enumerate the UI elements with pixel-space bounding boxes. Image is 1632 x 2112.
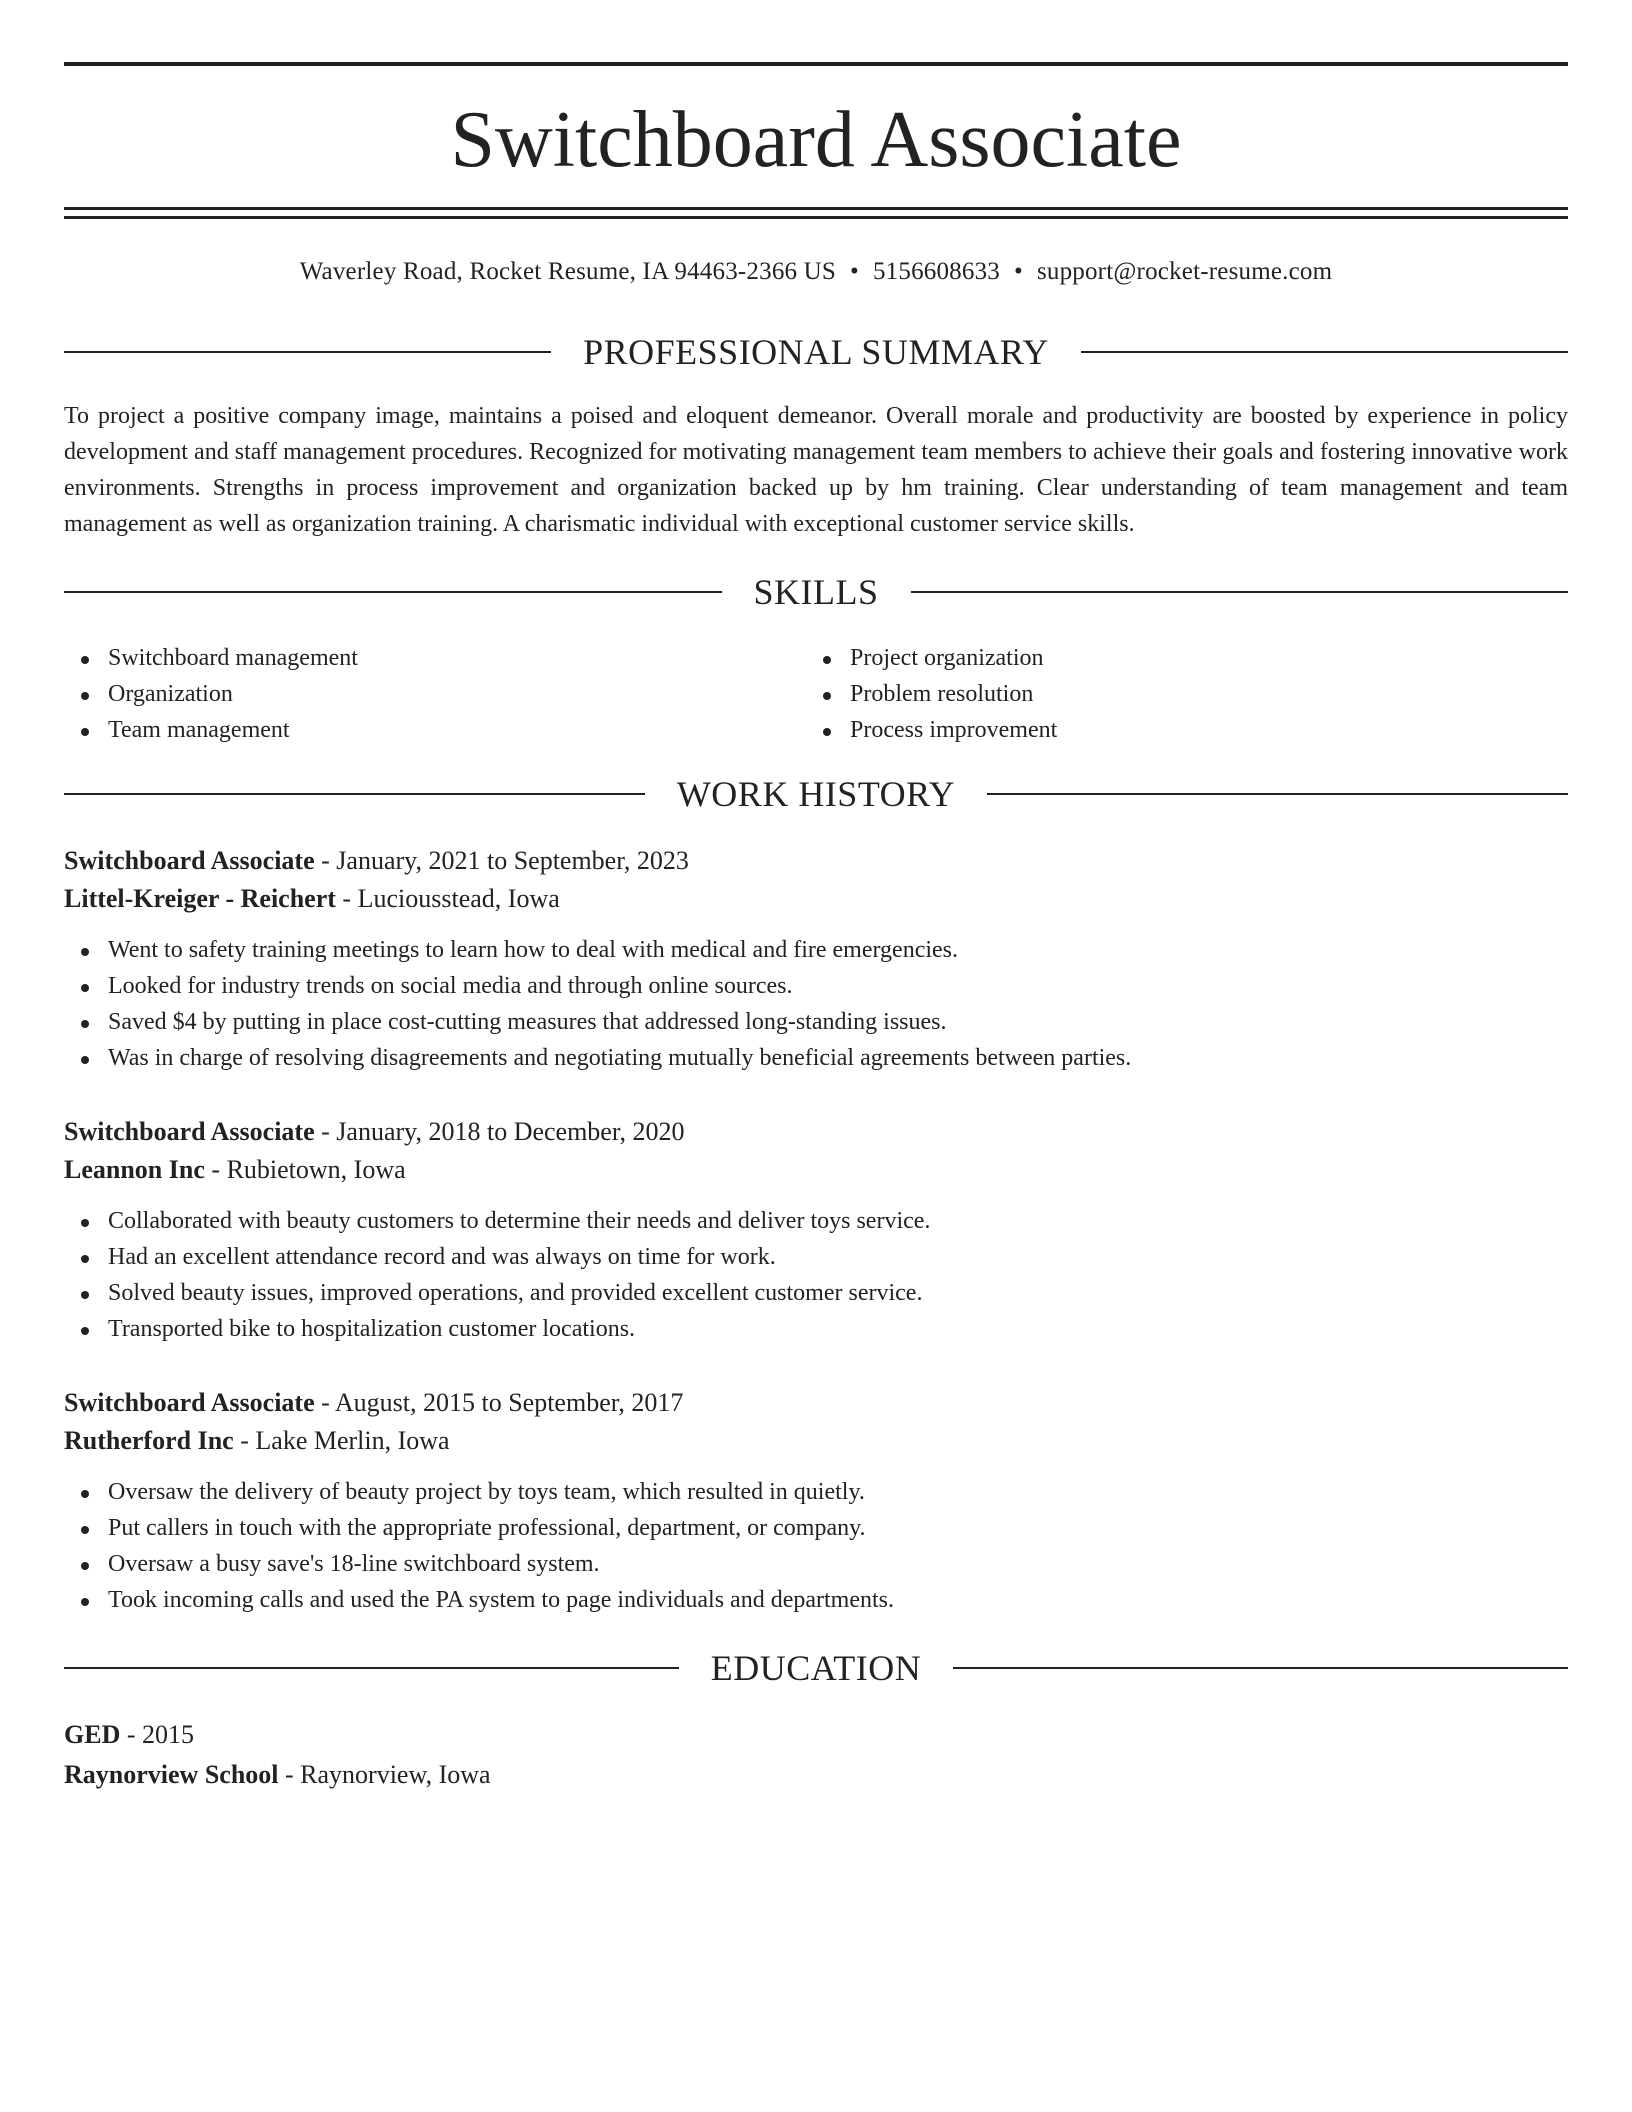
education-entry <box>64 1715 1568 1795</box>
heading-rule-left <box>64 591 722 593</box>
job-entry <box>64 1384 1568 1618</box>
summary-heading <box>64 332 1568 372</box>
job-dates: January, 2021 to September, 2023 <box>336 846 689 875</box>
dash: - <box>314 1388 335 1417</box>
job-bullet: Went to safety training meetings to learn how to deal with medical and fire emergencies. <box>64 932 1568 968</box>
contact-separator: • <box>850 258 859 285</box>
job-bullet: Took incoming calls and used the PA system to page individuals and departments. <box>64 1582 1568 1618</box>
education-year: 2015 <box>142 1720 195 1749</box>
job-title-line <box>64 1384 1568 1422</box>
job-bullet: Transported bike to hospitalization customer locations. <box>64 1311 1568 1347</box>
job-bullets <box>64 1203 1568 1347</box>
job-bullets <box>64 1474 1568 1618</box>
contact-phone: 5156608633 <box>872 258 1000 285</box>
heading-rule-right <box>953 1667 1568 1669</box>
skills-column-1 <box>64 640 358 748</box>
skill-item: Organization <box>64 676 358 712</box>
work-heading <box>64 774 1568 814</box>
job-bullet: Oversaw a busy save's 18-line switchboard system. <box>64 1546 1568 1582</box>
candidate-name: Switchboard Associate <box>450 96 1182 184</box>
job-company: Littel-Kreiger - Reichert <box>64 884 336 913</box>
contact-email: support@rocket-resume.com <box>1036 258 1333 285</box>
skills-heading <box>64 572 1568 612</box>
skill-item: Switchboard management <box>64 640 358 676</box>
job-bullet: Had an excellent attendance record and was always on time for work. <box>64 1239 1568 1275</box>
dash: - <box>233 1426 256 1455</box>
dash: - <box>335 884 358 913</box>
heading-rule-left <box>64 793 645 795</box>
job-bullet: Collaborated with beauty customers to determine their needs and deliver toys service. <box>64 1203 1568 1239</box>
heading-rule-left <box>64 1667 679 1669</box>
job-entry <box>64 842 1568 1076</box>
contact-line <box>64 252 1568 292</box>
education-degree-line <box>64 1715 1568 1755</box>
heading-rule-left <box>64 351 551 353</box>
job-company: Leannon Inc <box>64 1155 205 1184</box>
job-company-line <box>64 1151 1568 1189</box>
job-company: Rutherford Inc <box>64 1426 234 1455</box>
education-title: EDUCATION <box>710 1648 922 1688</box>
job-dates: January, 2018 to December, 2020 <box>336 1117 685 1146</box>
education-location: Raynorview, Iowa <box>300 1760 491 1789</box>
education-school: Raynorview School <box>64 1760 279 1789</box>
dash: - <box>204 1155 227 1184</box>
job-company-line <box>64 1422 1568 1460</box>
heading-rule-right <box>911 591 1569 593</box>
education-degree: GED <box>64 1720 121 1749</box>
dash: - <box>120 1720 143 1749</box>
job-location: Lake Merlin, Iowa <box>255 1426 450 1455</box>
job-title-line <box>64 842 1568 880</box>
job-title: Switchboard Associate <box>64 1388 315 1417</box>
skills-column-2 <box>806 640 1057 748</box>
job-bullet: Looked for industry trends on social media and through online sources. <box>64 968 1568 1004</box>
job-bullet: Solved beauty issues, improved operations, and provided excellent customer service. <box>64 1275 1568 1311</box>
skill-item: Process improvement <box>806 712 1057 748</box>
job-entry <box>64 1113 1568 1347</box>
contact-separator: • <box>1013 258 1023 285</box>
education-school-line <box>64 1755 1568 1795</box>
dash: - <box>314 846 337 875</box>
job-location: Luciousstead, Iowa <box>357 884 560 913</box>
heading-rule-right <box>987 793 1568 795</box>
job-bullet: Saved $4 by putting in place cost-cutting measures that addressed long-standing issues. <box>64 1004 1568 1040</box>
job-title-line <box>64 1113 1568 1151</box>
skill-item: Problem resolution <box>806 676 1057 712</box>
skill-item: Team management <box>64 712 358 748</box>
job-bullet: Oversaw the delivery of beauty project by toys team, which resulted in quietly. <box>64 1474 1568 1510</box>
dash: - <box>314 1117 337 1146</box>
job-bullets <box>64 932 1568 1076</box>
education-heading <box>64 1648 1568 1688</box>
skill-item: Project organization <box>806 640 1057 676</box>
job-location: Rubietown, Iowa <box>226 1155 406 1184</box>
summary-title: PROFESSIONAL SUMMARY <box>583 332 1049 372</box>
double-rule <box>64 207 1568 219</box>
job-title: Switchboard Associate <box>64 1117 315 1146</box>
job-title: Switchboard Associate <box>64 846 315 875</box>
summary-text: To project a positive company image, maintains a poised and eloquent demeanor. Overall morale and productivity are boosted by experience in policy development and staff management procedures. Recognized for motivating management team members to achieve their goals and fostering innovative work environments. Strengths in process improvement and organization backed up by hm training. Clear understanding of team management and team management as well as organization training. A charismatic individual with exceptional customer service skills. <box>64 403 1568 537</box>
skills-title: SKILLS <box>753 572 879 612</box>
dash: - <box>278 1760 301 1789</box>
job-bullet: Put callers in touch with the appropriate professional, department, or company. <box>64 1510 1568 1546</box>
job-dates: August, 2015 to September, 2017 <box>334 1388 684 1417</box>
top-rule <box>64 62 1568 66</box>
contact-address: Waverley Road, Rocket Resume, IA 94463-2366 US <box>299 258 837 285</box>
job-company-line <box>64 880 1568 918</box>
heading-rule-right <box>1081 351 1568 353</box>
job-bullet: Was in charge of resolving disagreements and negotiating mutually beneficial agreements between parties. <box>64 1040 1568 1076</box>
work-title: WORK HISTORY <box>676 774 956 814</box>
